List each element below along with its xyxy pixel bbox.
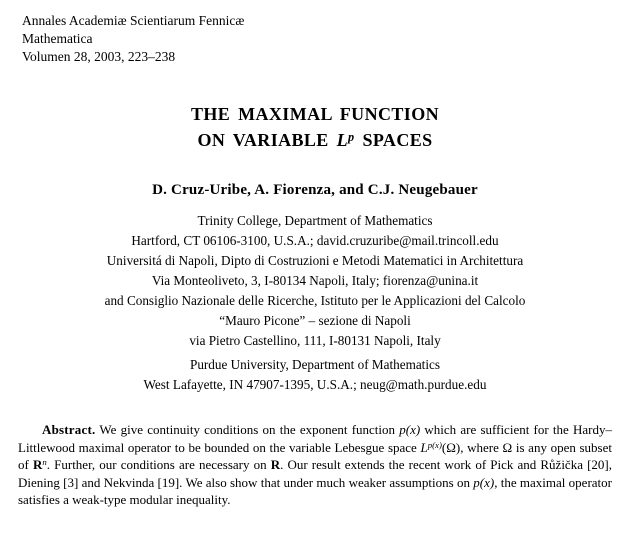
abstract-math-px: p(x) [399,422,421,437]
abstract-math-sup-px: p(x) [427,439,442,450]
affiliation-line: and Consiglio Nazionale delle Ricerche, Istituto per le Applicazioni del Calcolo [104,293,526,308]
abstract-math-L: L [420,439,428,455]
affiliation-group-napoli [0,251,630,351]
abstract [18,421,612,509]
abstract-text: which are sufficient for the Hardy–Littlewood maximal operator to be bounded on the variable Lebesgue space [18,422,612,455]
journal-header [22,12,244,66]
journal-name: Annales Academiæ Scientiarum Fennicæ [22,13,245,28]
affiliations-block [0,211,630,395]
affiliation-group-trinity [0,211,630,251]
affiliation-line: via Pietro Castellino, 111, I-80131 Napoli, Italy [189,333,441,348]
abstract-math-omega-paren: (Ω) [441,439,461,455]
abstract-text: , the maximal operator satisfies a weak-type modular inequality. [18,474,612,507]
abstract-text: is any open subset of [18,439,612,472]
affiliation-line: Via Monteoliveto, 3, I-80134 Napoli, Italy; fiorenza@unina.it [151,273,479,288]
abstract-label: Abstract. [42,422,96,437]
abstract-math-R: R [270,457,281,472]
affiliation-line: Universitá di Napoli, Dipto di Costruzioni e Metodi Matematici in Architettura [106,253,524,268]
abstract-text: We give continuity conditions on the exponent function [95,422,400,437]
abstract-math-sup-n: n [42,457,47,468]
title-line-1: THE MAXIMAL FUNCTION [190,104,439,124]
affiliation-line: “Mauro Picone” – sezione di Napoli [219,313,411,328]
abstract-math-omega: Ω [502,439,513,455]
title-math-sup-p: p [348,129,355,144]
affiliation-line: West Lafayette, IN 47907-1395, U.S.A.; neug@math.purdue.edu [143,377,487,392]
affiliation-line: Purdue University, Department of Mathematics [189,357,440,372]
affiliation-group-purdue [0,355,630,395]
abstract-math-Rn: R [32,457,43,472]
abstract-text: , where [460,439,503,455]
abstract-text: . Our result extends the recent work of Pick and Růžička [20], Diening [3] and Nekvinda [19]. We also show that under much weaker assumptions on [18,457,612,490]
journal-series: Mathematica [22,31,93,46]
affiliation-line: Hartford, CT 06106-3100, U.S.A.; david.cruzuribe@mail.trincoll.edu [131,233,499,248]
title-line-2-text-end: SPACES [354,130,433,150]
authors-line: D. Cruz-Uribe, A. Fiorenza, and C.J. Neugebauer [152,182,478,198]
affiliation-line: Trinity College, Department of Mathematics [197,213,433,228]
title-line-2 [0,127,630,153]
title-line-2-text: ON VARIABLE [197,130,337,150]
paper-title [0,101,630,153]
abstract-math-px2: p(x) [473,474,495,490]
abstract-text: . Further, our conditions are necessary on [46,457,271,472]
journal-volume: Volumen 28, 2003, 223–238 [22,49,176,64]
title-math-L: L [336,130,349,150]
